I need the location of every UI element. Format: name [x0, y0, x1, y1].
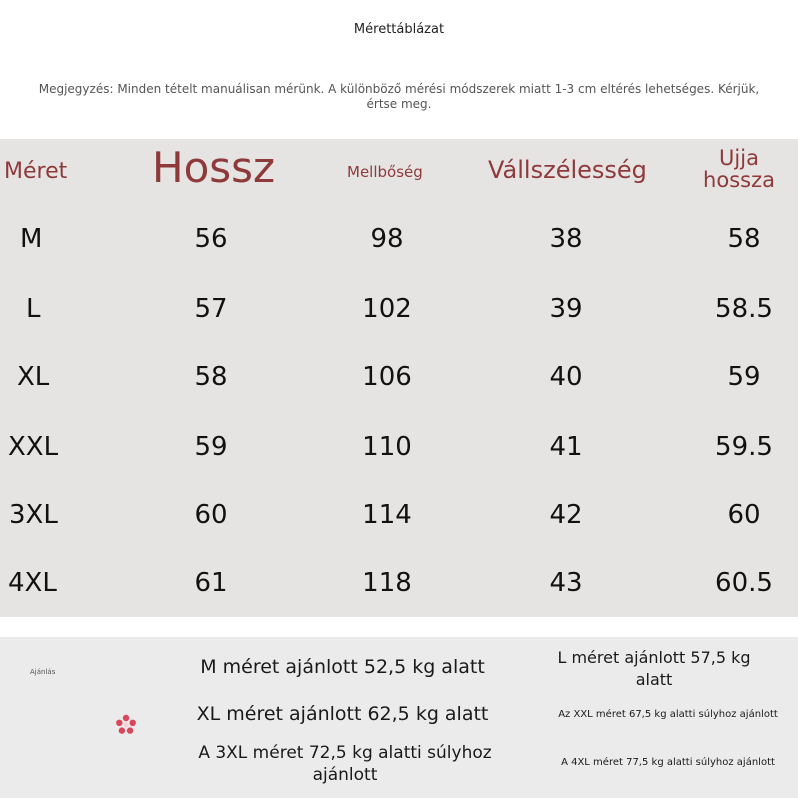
size-cell: XL	[17, 362, 50, 392]
chest-cell: 102	[362, 294, 412, 324]
measurement-note: Megjegyzés: Minden tételt manuálisan mérünk. A különböző mérési módszerek miatt 1-3 cm eltérés lehetséges. Kérjük, értse meg.	[38, 82, 760, 111]
length-cell: 58	[194, 362, 228, 392]
sleeve-cell: 60	[727, 500, 761, 530]
header-sleeve-line1: Ujja	[719, 146, 759, 170]
size-cell: 4XL	[8, 568, 57, 598]
recommendation-4xl: A 4XL méret 77,5 kg alatti súlyhoz ajánlott	[561, 757, 775, 768]
sleeve-cell: 59.5	[715, 432, 773, 462]
length-cell: 57	[194, 294, 228, 324]
length-cell: 60	[194, 500, 228, 530]
sleeve-cell: 58.5	[715, 294, 773, 324]
header-sleeve-line2: hossza	[703, 168, 775, 193]
flower-icon	[113, 712, 139, 738]
shoulder-cell: 43	[549, 568, 583, 598]
shoulder-cell: 42	[549, 500, 583, 530]
shoulder-cell: 40	[549, 362, 583, 392]
chest-cell: 118	[362, 568, 412, 598]
header-sleeve	[700, 147, 778, 191]
header-chest: Mellbőség	[347, 163, 423, 181]
length-cell: 56	[194, 224, 228, 254]
sleeve-cell: 60.5	[715, 568, 773, 598]
size-cell: M	[20, 224, 43, 254]
chart-title: Mérettáblázat	[353, 22, 445, 37]
header-size: Méret	[4, 159, 68, 184]
recommendation-xl: XL méret ajánlott 62,5 kg alatt	[196, 703, 489, 725]
shoulder-cell: 38	[549, 224, 583, 254]
header-length: Hossz	[152, 143, 276, 192]
size-cell: XXL	[8, 432, 59, 462]
length-cell: 59	[194, 432, 228, 462]
size-cell: L	[26, 294, 41, 324]
shoulder-cell: 41	[549, 432, 583, 462]
sleeve-cell: 59	[727, 362, 761, 392]
recommendation-3xl: A 3XL méret 72,5 kg alatti súlyhoz ajánlott	[198, 743, 492, 785]
header-shoulder: Vállszélesség	[488, 156, 647, 184]
recommendation-xxl: Az XXL méret 67,5 kg alatti súlyhoz ajánlott	[558, 709, 778, 720]
chest-cell: 106	[362, 362, 412, 392]
chest-cell: 114	[362, 500, 412, 530]
shoulder-cell: 39	[549, 294, 583, 324]
sleeve-cell: 58	[727, 224, 761, 254]
recommendation-label: Ajánlás	[30, 668, 56, 676]
length-cell: 61	[194, 568, 228, 598]
recommendation-m: M méret ajánlott 52,5 kg alatt	[200, 656, 485, 678]
chest-cell: 110	[362, 432, 412, 462]
chest-cell: 98	[370, 224, 404, 254]
size-cell: 3XL	[9, 500, 58, 530]
recommendation-l: L méret ajánlott 57,5 kg alatt	[557, 648, 751, 689]
